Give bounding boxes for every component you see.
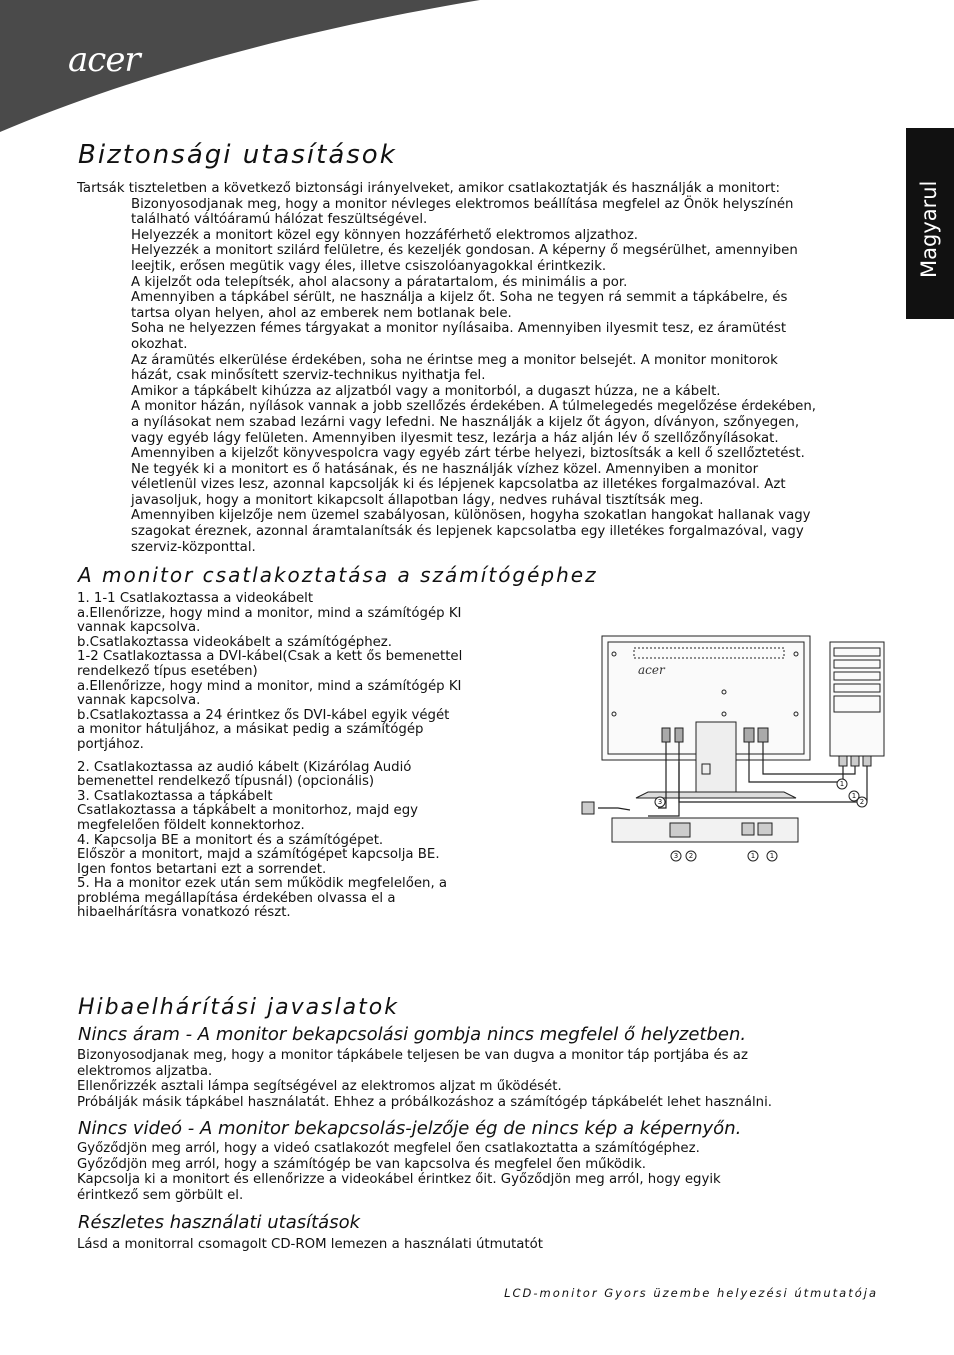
connect-title: A monitor csatlakoztatása a számítógéphez (78, 563, 598, 587)
safety-line: Ne tegyék ki a monitort es ő hatásának, és ne használják vízhez közel. Amennyiben a monitor (131, 461, 759, 477)
no-power-heading: Nincs áram - A monitor bekapcsolási gombja nincs megfelel ő helyzetben. (78, 1024, 747, 1045)
footer-title: LCD-monitor Gyors üzembe helyezési útmutatója (504, 1286, 878, 1300)
svg-text:3: 3 (673, 852, 679, 860)
safety-line: Amennyiben a kijelzőt könyvespolcra vagy egyéb zárt térbe helyezi, biztosítsák a kell ő szellőztetést. (131, 446, 805, 462)
text-line: Lásd a monitorral csomagolt CD-ROM lemezen a használati útmutatót (77, 1237, 543, 1252)
safety-line: szerviz-központtal. (131, 539, 256, 555)
text-line: Bizonyosodjanak meg, hogy a monitor tápkábele teljesen be van dugva a monitor táp portjába és az (77, 1048, 748, 1063)
details-text (77, 1237, 543, 1253)
connect-line: 2. Csatlakoztassa az audió kábelt (Kizárólag Audió (77, 759, 412, 775)
svg-text:2: 2 (688, 852, 694, 860)
pc-connectors (839, 756, 871, 766)
safety-line: A monitor házán, nyílások vannak a jobb szellőzés érdekében. A túlmelegedés megelőzése érdekében, (131, 399, 816, 415)
connect-line: b.Csatlakoztassa a 24 érintkez ős DVI-kábel egyik végét (77, 707, 450, 723)
safety-line: leejtik, erősen megütik vagy éles, illetve csiszolóanyagokkal érintkezik. (131, 258, 607, 274)
connect-line: vannak kapcsolva. (77, 620, 201, 636)
connect-line: b.Csatlakoztassa videokábelt a számítógéphez. (77, 634, 393, 650)
safety-title: Biztonsági utasítások (78, 140, 397, 170)
safety-line: Az áramütés elkerülése érdekében, soha ne érintse meg a monitor belsejét. A monitor monitorok (131, 352, 778, 368)
safety-intro: Tartsák tiszteletben a következő biztonsági irányelveket, amikor csatlakoztatják és használják a monitort: (77, 181, 780, 196)
svg-text:1: 1 (769, 852, 775, 860)
text-line: érintkező sem görbült el. (77, 1187, 244, 1203)
safety-line: Soha ne helyezzen fémes tárgyakat a monitor nyílásaiba. Amennyiben ilyesmit tesz, ez áramütést (131, 321, 787, 337)
safety-line: okozhat. (131, 336, 188, 352)
trouble-title: Hibaelhárítási javaslatok (78, 995, 399, 1020)
connect-line: 5. Ha a monitor ezek után sem működik megfelelően, a (77, 876, 448, 892)
safety-line: véletlenül vizes lesz, azonnal kapcsolják ki és lépjenek kapcsolatba az illetékes forgalmazóval. Azt (131, 477, 786, 493)
safety-line: Amennyiben kijelzője nem üzemel szabályosan, különösen, hogyha szokatlan hangokat hallanak vagy (131, 508, 811, 524)
safety-line: A kijelzőt oda telepítsék, ahol alacsony a páratartalom, és minimális a por. (131, 274, 628, 290)
connect-line: rendelkező típus esetében) (77, 663, 258, 679)
safety-line: Helyezzék a monitort szilárd felületre, és kezeljék gondosan. A képerny ő megsérülhet, amennyiben (131, 243, 798, 259)
safety-line: Bizonyosodjanak meg, hogy a monitor névleges elektromos beállítása megfelel az Önök helyszínén (131, 196, 794, 212)
connect-line: 1. 1-1 Csatlakoztassa a videokábelt (77, 591, 314, 606)
safety-line: a nyílásokat nem szabad lezárni vagy lefedni. Ne használják a kijelz őt ágyon, díványon, szőnyegen, (131, 414, 800, 430)
safety-line: Amennyiben a tápkábel sérült, ne használja a kijelz őt. Soha ne tegyen rá semmit a tápkábelre, és (131, 290, 788, 306)
connection-diagram (578, 632, 890, 868)
safety-text (77, 181, 816, 555)
pc-tower (830, 642, 884, 756)
connect-line: a monitor hátuljához, a másikat pedig a számítógép (77, 722, 424, 738)
svg-text:3: 3 (657, 798, 663, 806)
acer-logo: acer (68, 40, 140, 80)
safety-line: javasoljuk, hogy a monitort kikapcsolt állapotban lágy, nedves ruhával tisztítsák meg. (131, 492, 704, 508)
details-heading: Részletes használati utasítások (78, 1212, 361, 1233)
connect-line: 3. Csatlakoztassa a tápkábelt (77, 788, 273, 804)
text-line: Kapcsolja ki a monitort és ellenőrizze a videokábel érintkez őit. Győződjön meg arról, hogy egyik (77, 1172, 721, 1188)
text-line: elektromos aljzatba. (77, 1063, 213, 1079)
svg-text:acer: acer (638, 663, 665, 677)
svg-text:1: 1 (750, 852, 756, 860)
text-line: Ellenőrizzék asztali lámpa segítségével az elektromos aljzat m űködését. (77, 1079, 562, 1095)
safety-line: tartsa olyan helyen, ahol az emberek nem botlanak bele. (131, 305, 512, 321)
language-tab-label: Magyarul (917, 180, 941, 278)
language-tab (906, 128, 954, 319)
safety-list (77, 197, 816, 556)
connect-line: Először a monitort, majd a számítógépet kapcsolja BE. (77, 847, 440, 863)
connect-line: vannak kapcsolva. (77, 693, 201, 709)
connect-line: 4. Kapcsolja BE a monitort és a számítógépet. (77, 832, 384, 848)
text-line: Próbálják másik tápkábel használatát. Ehhez a próbálkozáshoz a számítógép tápkábelét lehet használni. (77, 1094, 773, 1110)
connect-line: a.Ellenőrizze, hogy mind a monitor, mind a számítógép KI (77, 678, 462, 694)
no-video-text (77, 1141, 721, 1203)
connect-line: bemenettel rendelkező típusnál) (opcionális) (77, 774, 375, 790)
connect-line: Igen fontos betartani ezt a sorrendet. (77, 861, 327, 877)
no-video-heading: Nincs videó - A monitor bekapcsolás-jelzője ég de nincs kép a képernyőn. (78, 1118, 742, 1139)
svg-text:2: 2 (859, 798, 865, 806)
svg-text:1: 1 (851, 792, 857, 800)
connect-line: probléma megállapítása érdekében olvassa el a (77, 890, 396, 906)
safety-line: vagy egyéb lágy felületen. Amennyiben ilyesmit tesz, lezárja a ház alján lév ő szellőzőnyílásokat. (131, 430, 779, 446)
connect-line: a.Ellenőrizze, hogy mind a monitor, mind a számítógép KI (77, 605, 462, 621)
no-power-text (77, 1048, 772, 1110)
connect-line: Csatlakoztassa a tápkábelt a monitorhoz, majd egy (77, 803, 419, 819)
safety-line: található váltóáramú hálózat feszültségével. (131, 212, 428, 228)
connect-line: portjához. (77, 736, 144, 752)
connect-line: megfelelően földelt konnektorhoz. (77, 817, 305, 833)
connect-steps (77, 592, 462, 921)
connect-line: hibaelhárításra vonatkozó részt. (77, 905, 291, 921)
text-line: Győződjön meg arról, hogy a számítógép be van kapcsolva és megfelel ően működik. (77, 1156, 647, 1172)
safety-line: Amikor a tápkábelt kihúzza az aljzatból vagy a monitorból, a dugaszt húzza, ne a kábelt. (131, 383, 721, 399)
safety-line: szagokat éreznek, azonnal áramtalanítsák és lepjenek kapcsolatba egy illetékes forgalmazóval, vagy (131, 524, 804, 540)
text-line: Győződjön meg arról, hogy a videó csatlakozót megfelel ően csatlakoztatta a számítógéphez. (77, 1141, 700, 1156)
svg-text:1: 1 (839, 780, 845, 788)
connect-line: 1-2 Csatlakoztassa a DVI-kábel(Csak a kett ős bemenettel (77, 649, 463, 665)
safety-line: házát, csak minősített szerviz-technikus nyithatja fel. (131, 368, 486, 384)
safety-line: Helyezzék a monitort közel egy könnyen hozzáférhető elektromos aljzathoz. (131, 227, 639, 243)
